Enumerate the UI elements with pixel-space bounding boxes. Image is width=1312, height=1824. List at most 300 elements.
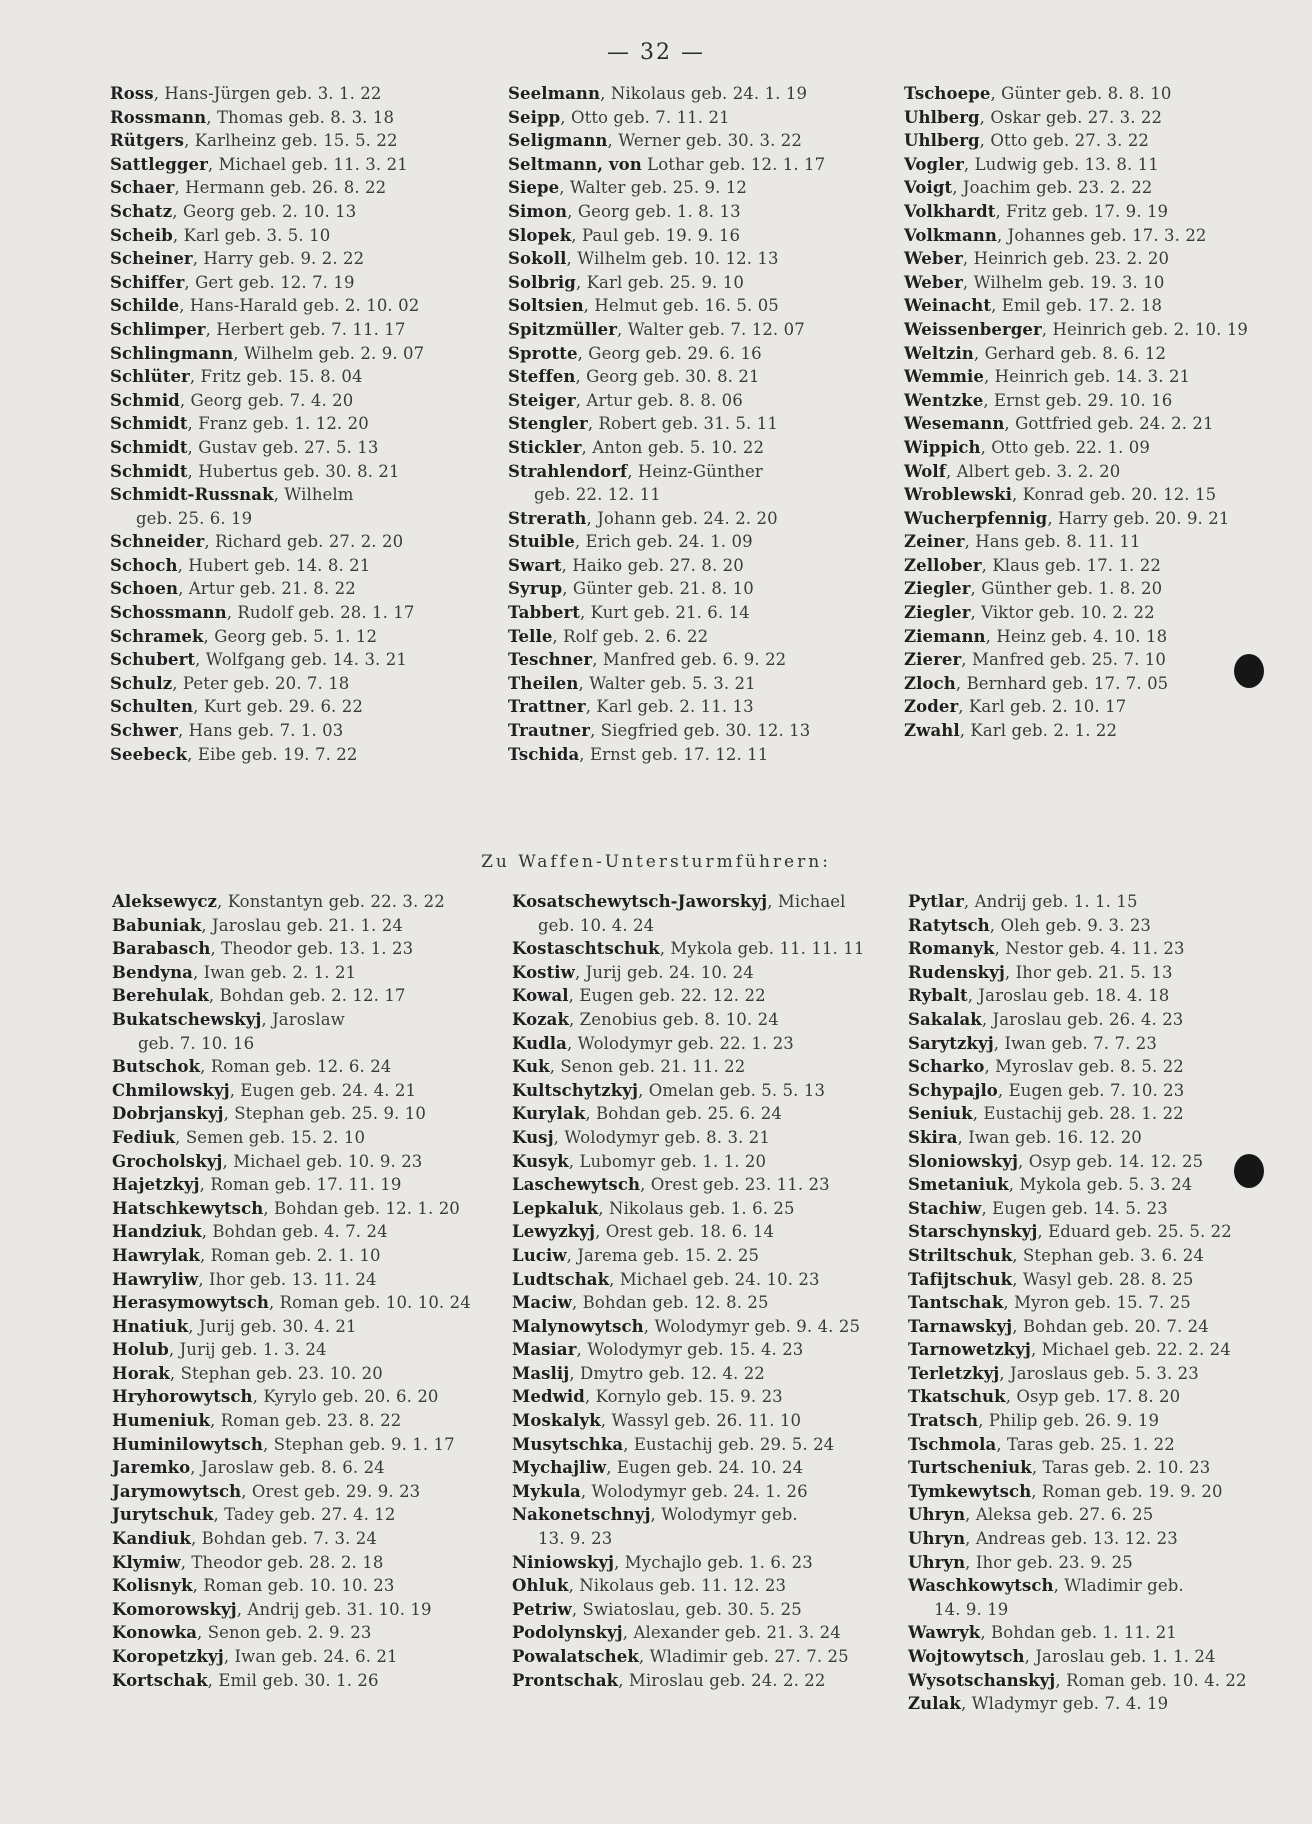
entry-surname: Pytlar bbox=[908, 892, 964, 911]
entry-surname: Sarytzkyj bbox=[908, 1033, 994, 1053]
list-entry bbox=[112, 1268, 512, 1292]
entry-details: , Michael geb. 11. 3. 21 bbox=[207, 154, 408, 174]
list-entry bbox=[512, 1338, 912, 1362]
entry-surname: Tantschak bbox=[908, 1293, 1004, 1313]
entry-details: , Fritz geb. 17. 9. 19 bbox=[995, 201, 1169, 221]
entry-surname: Trautner bbox=[508, 721, 591, 741]
entry-surname: Kudla bbox=[512, 1033, 567, 1053]
entry-surname: Ziemann bbox=[904, 626, 986, 646]
entry-surname: Rudenskyj bbox=[908, 962, 1005, 982]
entry-details: , Michael geb. 22. 2. 24 bbox=[1030, 1340, 1231, 1360]
entry-surname: Strahlendorf bbox=[508, 461, 628, 481]
entry-details: , Walter geb. 7. 12. 07 bbox=[617, 319, 805, 339]
entry-details: , Osyp geb. 17. 8. 20 bbox=[1005, 1387, 1181, 1407]
entry-details: , Helmut geb. 16. 5. 05 bbox=[583, 296, 779, 316]
entry-surname: Schulz bbox=[110, 673, 173, 693]
list-entry bbox=[112, 1480, 512, 1504]
entry-surname: Schoch bbox=[110, 555, 178, 575]
entry-surname: Tschoepe bbox=[904, 84, 991, 103]
list-entry bbox=[904, 342, 1304, 366]
entry-surname: Romanyk bbox=[908, 939, 995, 959]
entry-surname: Schmidt-Russnak bbox=[110, 485, 274, 505]
list-entry bbox=[908, 1503, 1308, 1527]
list-entry bbox=[110, 483, 510, 507]
entry-details: , Iwan geb. 2. 1. 21 bbox=[192, 962, 357, 982]
entry-surname: Wemmie bbox=[904, 367, 984, 387]
entry-surname: Dobrjanskyj bbox=[112, 1104, 224, 1124]
list-entry bbox=[904, 483, 1304, 507]
entry-details: , Günther geb. 1. 8. 20 bbox=[970, 579, 1163, 599]
entry-surname: Spitzmüller bbox=[508, 319, 617, 339]
entry-surname: Schatz bbox=[110, 201, 173, 221]
entry-details: , Heinrich geb. 14. 3. 21 bbox=[983, 367, 1191, 387]
entry-details: , Roman geb. 23. 8. 22 bbox=[210, 1411, 402, 1431]
entry-surname: Stickler bbox=[508, 437, 582, 457]
entry-surname: Hawryliw bbox=[112, 1269, 199, 1289]
entry-details: , Karl geb. 3. 5. 10 bbox=[172, 225, 331, 245]
list-entry bbox=[512, 1126, 912, 1150]
entry-surname: Tabbert bbox=[508, 603, 580, 623]
entry-surname: Kostiw bbox=[512, 962, 575, 982]
entry-details: , Stephan geb. 25. 9. 10 bbox=[223, 1104, 426, 1124]
list-entry bbox=[112, 1126, 512, 1150]
list-entry bbox=[908, 1315, 1308, 1339]
entry-details: , Zenobius geb. 8. 10. 24 bbox=[568, 1009, 779, 1029]
entry-details: , Jurij geb. 1. 3. 24 bbox=[168, 1340, 327, 1360]
entry-details: , Wladymyr geb. 7. 4. 19 bbox=[960, 1694, 1169, 1714]
entry-details: , Franz geb. 1. 12. 20 bbox=[187, 414, 369, 434]
entry-surname: Schulten bbox=[110, 697, 194, 717]
list-entry bbox=[112, 1433, 512, 1457]
entry-details: , Bohdan geb. 1. 11. 21 bbox=[980, 1623, 1177, 1643]
entry-details: , Georg geb. 2. 10. 13 bbox=[172, 201, 357, 221]
list-entry bbox=[512, 1032, 912, 1056]
entry-surname: Herasymowytsch bbox=[112, 1293, 269, 1313]
list-entry bbox=[508, 601, 908, 625]
entry-details: , Hubertus geb. 30. 8. 21 bbox=[187, 461, 400, 481]
entry-details: , Nikolaus geb. 1. 6. 25 bbox=[598, 1198, 795, 1218]
list-entry bbox=[112, 1645, 512, 1669]
entry-details: , Wolodymyr geb. 22. 1. 23 bbox=[566, 1033, 794, 1053]
entry-details: , Orest geb. 29. 9. 23 bbox=[241, 1481, 421, 1501]
list-entry bbox=[110, 460, 510, 484]
entry-details: , Haiko geb. 27. 8. 20 bbox=[561, 555, 744, 575]
list-entry bbox=[508, 625, 908, 649]
entry-surname: Ziegler bbox=[904, 603, 971, 623]
entry-details: , Anton geb. 5. 10. 22 bbox=[581, 437, 765, 457]
entry-surname: Terletzkyj bbox=[908, 1363, 1000, 1383]
list-entry bbox=[908, 984, 1308, 1008]
entry-surname: Slopek bbox=[508, 225, 572, 245]
entry-surname: Theilen bbox=[508, 673, 579, 693]
entry-details: , Georg geb. 7. 4. 20 bbox=[179, 390, 354, 410]
entry-surname: Komorowskyj bbox=[112, 1599, 237, 1619]
list-entry bbox=[512, 1645, 912, 1669]
entry-surname: Sakalak bbox=[908, 1009, 982, 1029]
entry-surname: Wawryk bbox=[908, 1623, 981, 1643]
entry-details: , Roman geb. 10. 10. 23 bbox=[192, 1576, 395, 1596]
list-entry bbox=[110, 743, 510, 767]
list-entry bbox=[904, 577, 1304, 601]
list-entry bbox=[110, 625, 510, 649]
entry-surname: Jaremko bbox=[112, 1458, 191, 1478]
list-entry bbox=[112, 914, 512, 938]
list-entry bbox=[110, 318, 510, 342]
entry-surname: Kolisnyk bbox=[112, 1576, 193, 1596]
entry-surname: Uhlberg bbox=[904, 107, 980, 127]
entry-details: , Karl geb. 2. 11. 13 bbox=[585, 697, 754, 717]
entry-details: , Rolf geb. 2. 6. 22 bbox=[552, 626, 709, 646]
entry-details: , Myroslav geb. 8. 5. 22 bbox=[984, 1057, 1184, 1077]
list-entry bbox=[112, 1244, 512, 1268]
list-entry bbox=[508, 318, 908, 342]
entry-details: geb. 22. 12. 11 bbox=[534, 485, 661, 505]
entry-surname: Weber bbox=[904, 249, 963, 269]
list-entry bbox=[908, 1126, 1308, 1150]
entry-details: , Mykola geb. 5. 3. 24 bbox=[1008, 1175, 1193, 1195]
entry-surname: Strerath bbox=[508, 508, 587, 528]
entry-details: , Werner geb. 30. 3. 22 bbox=[607, 131, 802, 151]
entry-details: , Stephan geb. 9. 1. 17 bbox=[263, 1434, 455, 1454]
entry-surname: Kandiuk bbox=[112, 1529, 191, 1549]
entry-details: , Manfred geb. 25. 7. 10 bbox=[961, 650, 1166, 670]
entry-surname: Horak bbox=[112, 1363, 170, 1383]
list-entry bbox=[112, 1621, 512, 1645]
entry-surname: Siepe bbox=[508, 178, 560, 198]
entry-details: 14. 9. 19 bbox=[934, 1599, 1009, 1619]
list-entry bbox=[110, 129, 510, 153]
list-entry bbox=[508, 719, 908, 743]
entry-surname: Kuk bbox=[512, 1057, 550, 1077]
entry-surname: Niniowskyj bbox=[512, 1552, 615, 1572]
entry-details: , Wladimir geb. 27. 7. 25 bbox=[638, 1647, 849, 1666]
entry-surname: Schmidt bbox=[110, 414, 188, 434]
entry-surname: Uhryn bbox=[908, 1552, 966, 1572]
entry-surname: Zwahl bbox=[904, 721, 960, 741]
entry-surname: Kusj bbox=[512, 1127, 554, 1147]
list-entry bbox=[908, 1102, 1308, 1126]
list-entry bbox=[508, 412, 908, 436]
list-entry bbox=[512, 1173, 912, 1197]
entry-surname: Stengler bbox=[508, 414, 588, 434]
entry-details: , Konstantyn geb. 22. 3. 22 bbox=[217, 892, 445, 911]
entry-details: , Harry geb. 20. 9. 21 bbox=[1047, 508, 1230, 528]
entry-surname: Lewyzkyj bbox=[512, 1222, 596, 1242]
list-entry bbox=[112, 1220, 512, 1244]
list-entry bbox=[110, 106, 510, 130]
list-entry bbox=[112, 890, 512, 914]
list-entry bbox=[512, 1008, 912, 1032]
list-entry bbox=[112, 1598, 512, 1622]
list-entry bbox=[908, 1456, 1308, 1480]
list-entry bbox=[904, 412, 1304, 436]
entry-details: , Ernst geb. 29. 10. 16 bbox=[983, 390, 1173, 410]
entry-details: , Kurt geb. 21. 6. 14 bbox=[579, 603, 750, 623]
entry-surname: Uhryn bbox=[908, 1529, 966, 1549]
entry-details: , Ernst geb. 17. 12. 11 bbox=[579, 744, 769, 764]
list-entry bbox=[112, 1503, 512, 1527]
list-entry bbox=[904, 294, 1304, 318]
entry-details: , Karl geb. 2. 1. 22 bbox=[959, 721, 1118, 741]
entry-surname: Seipp bbox=[508, 107, 561, 127]
list-entry bbox=[908, 1527, 1308, 1551]
entry-details: , Iwan geb. 24. 6. 21 bbox=[223, 1647, 398, 1666]
list-entry bbox=[904, 247, 1304, 271]
list-entry bbox=[908, 1480, 1308, 1504]
entry-surname: Ludtschak bbox=[512, 1269, 610, 1289]
entry-details: , Roman geb. 10. 4. 22 bbox=[1055, 1670, 1247, 1690]
entry-surname: Schoen bbox=[110, 579, 179, 599]
entry-surname: Hawrylak bbox=[112, 1245, 200, 1265]
list-entry bbox=[512, 914, 912, 938]
list-entry bbox=[508, 389, 908, 413]
entry-details: geb. 10. 4. 24 bbox=[538, 915, 655, 935]
entry-surname: Petriw bbox=[512, 1599, 572, 1619]
entry-details: , Robert geb. 31. 5. 11 bbox=[587, 414, 778, 434]
list-entry bbox=[112, 1527, 512, 1551]
entry-details: , Taras geb. 2. 10. 23 bbox=[1031, 1458, 1211, 1478]
entry-details: , Dmytro geb. 12. 4. 22 bbox=[569, 1363, 765, 1383]
entry-details: Lothar geb. 12. 1. 17 bbox=[641, 154, 826, 174]
entry-surname: Seebeck bbox=[110, 744, 188, 764]
list-entry bbox=[110, 389, 510, 413]
entry-details: , Bohdan geb. 12. 8. 25 bbox=[571, 1293, 769, 1313]
list-entry bbox=[508, 106, 908, 130]
list-entry bbox=[508, 129, 908, 153]
list-entry bbox=[908, 1669, 1308, 1693]
entry-details: , Artur geb. 21. 8. 22 bbox=[178, 579, 356, 599]
list-entry bbox=[908, 1197, 1308, 1221]
entry-surname: Seelmann bbox=[508, 84, 601, 103]
entry-surname: Handziuk bbox=[112, 1222, 202, 1242]
entry-details: , Hermann geb. 26. 8. 22 bbox=[174, 178, 387, 198]
entry-details: , Eugen geb. 24. 4. 21 bbox=[229, 1080, 417, 1100]
entry-surname: Hatschkewytsch bbox=[112, 1198, 264, 1218]
list-entry bbox=[904, 176, 1304, 200]
entry-surname: Skira bbox=[908, 1127, 958, 1147]
list-entry bbox=[908, 1079, 1308, 1103]
entry-details: , Jurij geb. 24. 10. 24 bbox=[574, 962, 754, 982]
entry-details: , Hans-Jürgen geb. 3. 1. 22 bbox=[153, 84, 382, 103]
entry-details: , Konrad geb. 20. 12. 15 bbox=[1011, 485, 1217, 505]
entry-details: , Stephan geb. 23. 10. 20 bbox=[169, 1363, 383, 1383]
entry-surname: Schlingmann bbox=[110, 343, 234, 363]
entry-details: , Iwan geb. 16. 12. 20 bbox=[957, 1127, 1142, 1147]
entry-details: , Richard geb. 27. 2. 20 bbox=[204, 532, 404, 552]
entry-surname: Tafijtschuk bbox=[908, 1269, 1013, 1289]
entry-details: , Walter geb. 5. 3. 21 bbox=[578, 673, 756, 693]
list-entry bbox=[110, 601, 510, 625]
entry-details: , Artur geb. 8. 8. 06 bbox=[575, 390, 743, 410]
entry-surname: Stachiw bbox=[908, 1198, 982, 1218]
entry-details: , Roman geb. 19. 9. 20 bbox=[1031, 1481, 1223, 1501]
list-entry bbox=[508, 365, 908, 389]
entry-details: , Emil geb. 17. 2. 18 bbox=[991, 296, 1163, 316]
list-entry bbox=[508, 436, 908, 460]
list-entry bbox=[508, 554, 908, 578]
entry-details: , Karl geb. 25. 9. 10 bbox=[575, 272, 744, 292]
entry-details: , Ihor geb. 23. 9. 25 bbox=[965, 1552, 1133, 1572]
list-entry bbox=[508, 483, 908, 507]
entry-details: , Ludwig geb. 13. 8. 11 bbox=[963, 154, 1159, 174]
entry-details: , Wilhelm geb. 10. 12. 13 bbox=[566, 249, 779, 269]
list-entry bbox=[904, 625, 1304, 649]
entry-surname: Koropetzkyj bbox=[112, 1647, 224, 1666]
entry-surname: Schlüter bbox=[110, 367, 190, 387]
entry-surname: Hryhorowytsch bbox=[112, 1387, 253, 1407]
list-entry bbox=[112, 1197, 512, 1221]
entry-surname: Zloch bbox=[904, 673, 956, 693]
entry-surname: Zoder bbox=[904, 697, 959, 717]
entry-details: , Taras geb. 25. 1. 22 bbox=[996, 1434, 1175, 1454]
entry-surname: Wentzke bbox=[904, 390, 984, 410]
entry-details: , Jaroslau geb. 26. 4. 23 bbox=[981, 1009, 1184, 1029]
list-entry bbox=[904, 224, 1304, 248]
entry-details: , Hans-Harald geb. 2. 10. 02 bbox=[179, 296, 420, 316]
list-entry bbox=[110, 530, 510, 554]
entry-details: , Siegfried geb. 30. 12. 13 bbox=[590, 721, 811, 741]
entry-details: , Eugen geb. 14. 5. 23 bbox=[981, 1198, 1168, 1218]
entry-surname: Wolf bbox=[904, 461, 946, 481]
entry-surname: Volkmann bbox=[904, 225, 997, 245]
entry-details: , Eugen geb. 7. 10. 23 bbox=[997, 1080, 1185, 1100]
entry-details: , Swiatoslau, geb. 30. 5. 25 bbox=[571, 1599, 802, 1619]
list-entry bbox=[512, 1102, 912, 1126]
page-number: — 32 — bbox=[607, 40, 705, 65]
list-entry bbox=[112, 1315, 512, 1339]
list-entry bbox=[512, 1315, 912, 1339]
list-entry bbox=[908, 961, 1308, 985]
entry-surname: Podolynskyj bbox=[512, 1623, 623, 1643]
entry-details: , Wilhelm bbox=[273, 485, 354, 505]
entry-surname: Wippich bbox=[904, 437, 981, 457]
entry-details: , Eduard geb. 25. 5. 22 bbox=[1037, 1222, 1232, 1242]
list-entry bbox=[112, 1669, 512, 1693]
entry-surname: Schwer bbox=[110, 721, 178, 741]
entry-surname: Fediuk bbox=[112, 1127, 176, 1147]
entry-details: , Roman geb. 10. 10. 24 bbox=[268, 1293, 471, 1313]
list-entry bbox=[110, 695, 510, 719]
list-entry bbox=[908, 937, 1308, 961]
entry-surname: Weber bbox=[904, 272, 963, 292]
entry-details: , Jaroslaw bbox=[261, 1009, 345, 1029]
list-entry bbox=[908, 1008, 1308, 1032]
entry-surname: Ziegler bbox=[904, 579, 971, 599]
list-entry bbox=[512, 1598, 912, 1622]
entry-surname: Schossmann bbox=[110, 603, 227, 623]
entry-surname: Schmid bbox=[110, 390, 180, 410]
list-entry bbox=[512, 1456, 912, 1480]
list-entry bbox=[110, 648, 510, 672]
list-entry bbox=[112, 1409, 512, 1433]
entry-surname: Wroblewski bbox=[904, 485, 1012, 505]
entry-surname: Uhlberg bbox=[904, 131, 980, 151]
entry-surname: Seligmann bbox=[508, 131, 608, 151]
entry-surname: Steiger bbox=[508, 390, 576, 410]
entry-surname: Kowal bbox=[512, 986, 569, 1006]
list-entry bbox=[112, 1362, 512, 1386]
list-entry bbox=[512, 1291, 912, 1315]
entry-details: , Wolodymyr geb. 9. 4. 25 bbox=[643, 1316, 861, 1336]
entry-surname: Rybalt bbox=[908, 986, 968, 1006]
list-entry bbox=[904, 601, 1304, 625]
list-entry bbox=[508, 460, 908, 484]
list-entry bbox=[908, 1220, 1308, 1244]
entry-details: , Kurt geb. 29. 6. 22 bbox=[193, 697, 363, 717]
entry-surname: Teschner bbox=[508, 650, 593, 670]
entry-surname: Schubert bbox=[110, 650, 196, 670]
entry-details: , Heinz-Günther bbox=[627, 461, 763, 481]
list-entry bbox=[904, 318, 1304, 342]
list-entry bbox=[904, 153, 1304, 177]
entry-details: , Iwan geb. 7. 7. 23 bbox=[993, 1033, 1157, 1053]
entry-details: , Andrij geb. 1. 1. 15 bbox=[963, 892, 1138, 911]
entry-details: , Myron geb. 15. 7. 25 bbox=[1003, 1293, 1191, 1313]
entry-details: , Mychajlo geb. 1. 6. 23 bbox=[614, 1552, 813, 1572]
entry-details: , Bohdan geb. 12. 1. 20 bbox=[263, 1198, 460, 1218]
list-entry bbox=[110, 554, 510, 578]
list-entry bbox=[904, 82, 1304, 106]
list-entry bbox=[904, 365, 1304, 389]
entry-details: , Karl geb. 2. 10. 17 bbox=[958, 697, 1127, 717]
entry-surname: Scheiner bbox=[110, 249, 193, 269]
entry-surname: Smetaniuk bbox=[908, 1175, 1009, 1195]
entry-surname: Kultschytzkyj bbox=[512, 1080, 639, 1100]
list-entry bbox=[508, 507, 908, 531]
entry-details: , Bohdan geb. 25. 6. 24 bbox=[585, 1104, 782, 1124]
list-entry bbox=[512, 1362, 912, 1386]
list-entry bbox=[508, 247, 908, 271]
list-entry bbox=[512, 984, 912, 1008]
list-entry bbox=[110, 271, 510, 295]
list-entry bbox=[908, 1032, 1308, 1056]
entry-details: , Albert geb. 3. 2. 20 bbox=[945, 461, 1121, 481]
list-entry bbox=[512, 1268, 912, 1292]
entry-surname: Schmidt bbox=[110, 461, 188, 481]
list-entry bbox=[512, 1409, 912, 1433]
entry-surname: Luciw bbox=[512, 1245, 567, 1265]
entry-details: , Theodor geb. 13. 1. 23 bbox=[210, 939, 414, 959]
list-entry bbox=[904, 507, 1304, 531]
list-entry bbox=[512, 1433, 912, 1457]
entry-details: , Hans geb. 8. 11. 11 bbox=[964, 532, 1141, 552]
list-entry bbox=[512, 1079, 912, 1103]
entry-details: , Mykola geb. 11. 11. 11 bbox=[659, 939, 865, 959]
list-entry bbox=[112, 1150, 512, 1174]
entry-surname: Wojtowytsch bbox=[908, 1647, 1025, 1666]
entry-details: , Bohdan geb. 2. 12. 17 bbox=[208, 986, 406, 1006]
entry-surname: Zulak bbox=[908, 1694, 961, 1714]
entry-surname: Mykula bbox=[512, 1481, 581, 1501]
list-entry bbox=[110, 153, 510, 177]
list-entry bbox=[512, 1621, 912, 1645]
list-entry bbox=[112, 1291, 512, 1315]
entry-surname: Humeniuk bbox=[112, 1411, 211, 1431]
entry-surname: Moskalyk bbox=[512, 1411, 601, 1431]
entry-surname: Chmilowskyj bbox=[112, 1080, 230, 1100]
entry-surname: Wesemann bbox=[904, 414, 1005, 434]
entry-surname: Bukatschewskyj bbox=[112, 1009, 262, 1029]
entry-surname: Ohluk bbox=[512, 1576, 569, 1596]
entry-surname: Striltschuk bbox=[908, 1245, 1013, 1265]
list-entry bbox=[508, 743, 908, 767]
entry-surname: Kortschak bbox=[112, 1670, 208, 1690]
entry-surname: Uhryn bbox=[908, 1505, 966, 1525]
entry-surname: Steffen bbox=[508, 367, 576, 387]
entry-surname: Sprotte bbox=[508, 343, 578, 363]
entry-surname: Schaer bbox=[110, 178, 175, 198]
list-entry bbox=[512, 1480, 912, 1504]
